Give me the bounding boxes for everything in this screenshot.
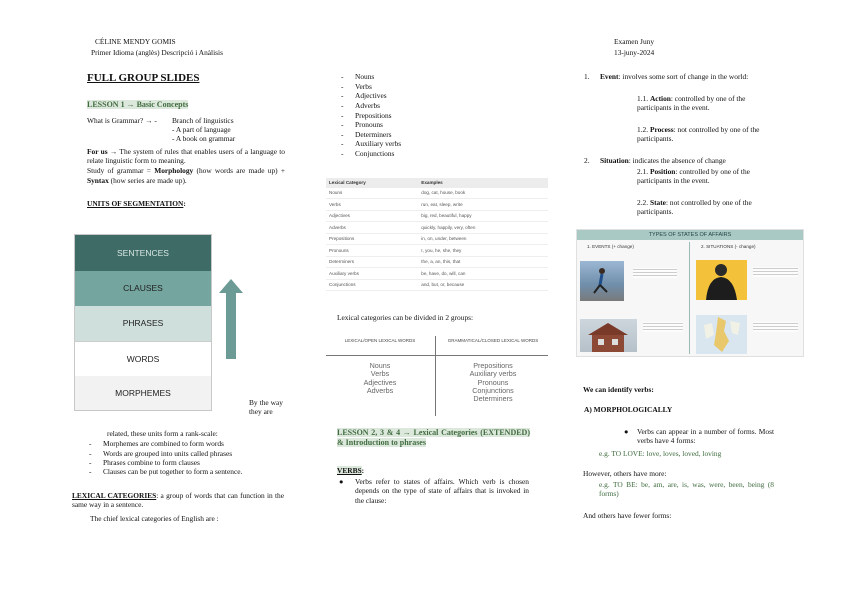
table-row <box>326 256 548 268</box>
forms-paragraph <box>624 427 774 446</box>
table-cell: Conjunctions <box>326 279 418 291</box>
person-figure-icon <box>696 260 747 300</box>
table-cell: Verbs <box>326 199 418 211</box>
however-line: However, others have more: <box>583 469 667 478</box>
action-label: Action <box>649 94 671 103</box>
fewer-forms-line: And others have fewer forms: <box>583 511 672 520</box>
events-header: 1. EVENTS (+ change) <box>587 244 634 249</box>
process-label: Process <box>649 125 674 134</box>
lexical-categories-table <box>326 178 548 291</box>
lexical-categories-paragraph <box>72 491 284 510</box>
open-closed-diagram <box>326 336 548 416</box>
for-us-text: → The system of rules that enables users of a language to relate linguistic form to meaning. <box>87 146 285 165</box>
be-example: e.g. TO BE: be, am, are, is, was, were, been, being (8 forms) <box>599 480 774 499</box>
header-divider <box>326 355 548 356</box>
unit-sentences: SENTENCES <box>75 235 211 271</box>
situation-text-block <box>584 156 774 165</box>
related-line: related, these units form a rank-scale: <box>107 429 218 438</box>
table-row <box>326 222 548 234</box>
table-cell: Pronouns <box>326 245 418 257</box>
rank-scale-section <box>87 429 285 476</box>
for-us-label: For us <box>87 146 108 156</box>
table-header: Lexical Category <box>326 178 418 188</box>
action-number: 1.1. <box>637 94 649 103</box>
unit-morphemes: MORPHEMES <box>75 376 211 410</box>
exam-date: 13-juny-2024 <box>614 48 655 57</box>
person-caption-lines <box>753 267 798 277</box>
table-cell: and, but, or, because <box>418 279 548 291</box>
person-photo <box>696 260 747 300</box>
states-banner: TYPES OF STATES OF AFFAIRS <box>577 230 803 240</box>
runner-figure-icon <box>580 261 624 301</box>
list-item: Prepositions <box>473 361 513 370</box>
verbs-label: VERBS <box>337 466 362 475</box>
list-item: Verbs <box>370 369 390 379</box>
table-cell: Auxiliary verbs <box>326 268 418 280</box>
chief-categories-line: The chief lexical categories of English are : <box>90 514 219 523</box>
open-words-list <box>326 362 434 395</box>
event-label: Event <box>600 72 619 81</box>
lesson-1-text: LESSON 1 → Basic Concepts <box>87 99 189 109</box>
unit-words: WORDS <box>75 341 211 378</box>
runner-photo <box>580 261 624 301</box>
units-title: UNITS OF SEGMENTATION <box>87 198 184 208</box>
process-text: : not controlled by one of the participants. <box>637 125 760 144</box>
closed-words-header: GRAMMATICAL/CLOSED LEXICAL WORDS <box>447 338 539 343</box>
house-caption-lines <box>643 322 683 332</box>
unit-clauses: CLAUSES <box>75 271 211 306</box>
morphology-term: Morphology <box>154 166 194 176</box>
list-item: - Words are grouped into units called phrases <box>87 449 285 458</box>
house-icon <box>580 319 637 352</box>
table-row <box>326 268 548 280</box>
table-cell: Adverbs <box>326 222 418 234</box>
verbs-heading: VERBS: <box>337 466 365 475</box>
lexical-table-image <box>326 178 548 291</box>
situation-label: Situation <box>600 156 629 165</box>
lexical-categories-text: : a group of words that can function in the same way in a sentence. <box>72 491 284 510</box>
closed-words-list <box>438 362 548 403</box>
list-item: Conjunctions <box>472 385 514 395</box>
event-text-block <box>584 72 774 81</box>
units-diagram <box>74 234 212 411</box>
map-caption-lines <box>753 322 798 332</box>
grammar-question <box>87 116 285 144</box>
syntax-term: Syntax <box>87 175 109 185</box>
grammar-def-2: - A part of language <box>172 124 231 134</box>
study-mid: (how words are made up) + <box>193 166 286 176</box>
table-cell: Nouns <box>326 188 418 199</box>
event-text: : involves some sort of change in the world: <box>618 72 749 81</box>
unit-phrases: PHRASES <box>75 306 211 341</box>
units-heading: UNITS OF SEGMENTATION: <box>87 198 186 208</box>
house-photo <box>580 319 637 352</box>
table-cell: Determiners <box>326 256 418 268</box>
list-item: - Phrases combine to form clauses <box>87 458 285 467</box>
table-row <box>326 199 548 211</box>
table-cell: big, red, beautiful, happy <box>418 210 548 222</box>
position-text: : controlled by one of the participants in the event. <box>637 167 750 186</box>
list-item: - Nouns <box>339 72 539 82</box>
event-item <box>584 72 774 81</box>
slide-divider <box>689 242 690 354</box>
lexical-categories-label: LEXICAL CATEGORIES <box>72 491 157 500</box>
author-name: CÉLINE MENDY GOMIS <box>95 37 176 46</box>
table-cell: Adjectives <box>326 210 418 222</box>
rank-scale-list <box>87 439 285 476</box>
list-item: - Auxiliary verbs <box>339 139 539 149</box>
process-item <box>637 125 774 144</box>
table-cell: I, you, he, she, they <box>418 245 548 257</box>
list-item: Pronouns <box>477 377 509 387</box>
study-suffix: (how series are made up). <box>108 175 187 185</box>
study-paragraph <box>87 166 285 185</box>
exam-label: Examen Juny <box>614 37 655 46</box>
situation-item <box>584 156 774 165</box>
list-item: - Pronouns <box>339 120 539 130</box>
table-header-row <box>326 178 548 188</box>
lesson-1-heading <box>87 100 285 110</box>
table-row <box>326 233 548 245</box>
table-cell: be, have, do, will, can <box>418 268 548 280</box>
list-item: - Determiners <box>339 130 539 140</box>
runner-caption-lines <box>633 268 677 278</box>
table-cell: quickly, happily, very, often <box>418 222 548 234</box>
verbs-text: Verbs refer to states of affairs. Which verb is chosen depends on the type of state of affairs that is invoked in the clause: <box>355 477 529 505</box>
list-item: - Morphemes are combined to form words <box>87 439 285 448</box>
by-the-way-text: By the way they are <box>249 398 283 417</box>
list-item: - Adjectives <box>339 91 539 101</box>
position-item <box>637 167 774 186</box>
table-cell: Prepositions <box>326 233 418 245</box>
list-item: - Prepositions <box>339 111 539 121</box>
morphologically-heading: A) MORPHOLOGICALLY <box>584 405 673 414</box>
states-of-affairs-slide <box>576 229 804 357</box>
table-row <box>326 210 548 222</box>
open-words-header: LEXICAL/OPEN LEXICAL WORDS <box>344 338 416 343</box>
bullet-icon: ● <box>339 477 344 486</box>
list-item: - Clauses can be put together to form a sentence. <box>87 467 285 476</box>
list-item: Adjectives <box>363 377 397 387</box>
forms-text: Verbs can appear in a number of forms. Most verbs have 4 forms: <box>637 427 774 446</box>
process-number: 1.2. <box>637 125 649 134</box>
list-item: Nouns <box>369 361 391 370</box>
list-item: Auxiliary verbs <box>469 369 517 379</box>
position-label: Position <box>649 167 676 176</box>
situation-text: : indicates the absence of change <box>628 156 726 165</box>
love-example: e.g. TO LOVE: love, loves, loved, loving <box>599 449 722 458</box>
state-item <box>637 198 774 217</box>
table-header: Examples <box>418 178 548 188</box>
table-row <box>326 279 548 291</box>
state-number: 2.2. <box>637 198 649 207</box>
identify-verbs-line: We can identify verbs: <box>583 385 654 394</box>
action-item <box>637 94 774 113</box>
lesson-234-text: LESSON 2, 3 & 4 → Lexical Categories (EXTENDED) & Introduction to phrases <box>337 428 530 447</box>
groups-line: Lexical categories can be divided in 2 groups: <box>337 313 474 322</box>
table-row <box>326 188 548 199</box>
bullet-icon: ● <box>624 427 629 436</box>
table-cell: the, a, an, this, that <box>418 256 548 268</box>
lesson-234-heading <box>337 428 530 448</box>
situation-number: 2. <box>584 156 590 165</box>
verbs-paragraph <box>339 477 529 505</box>
for-us-paragraph <box>87 147 285 166</box>
state-text: : not controlled by one of the participants. <box>637 198 752 217</box>
page-title: FULL GROUP SLIDES <box>87 72 200 84</box>
categories-list <box>339 72 539 159</box>
grammar-question-text: What is Grammar? → - <box>87 115 157 125</box>
table-cell: run, eat, sleep, write <box>418 199 548 211</box>
state-label: State <box>649 198 666 207</box>
list-item: - Verbs <box>339 82 539 92</box>
grammar-def-1: Branch of linguistics <box>172 115 234 125</box>
study-prefix: Study of grammar = <box>87 166 155 176</box>
position-number: 2.1. <box>637 167 649 176</box>
situations-header: 2. SITUATIONS (- change) <box>701 244 756 249</box>
action-text: : controlled by one of the participants in the event. <box>637 94 746 113</box>
column-divider <box>435 336 436 416</box>
course-name: Primer Idioma (anglès) Descripció i Anàlisis <box>91 48 223 57</box>
rank-up-arrow-icon <box>219 279 243 359</box>
table-row <box>326 245 548 257</box>
list-item: - Adverbs <box>339 101 539 111</box>
map-photo <box>696 315 747 354</box>
table-cell: dog, cat, house, book <box>418 188 548 199</box>
event-number: 1. <box>584 72 590 81</box>
list-item: Adverbs <box>366 385 394 395</box>
column-1 <box>87 70 285 208</box>
table-cell: in, on, under, between <box>418 233 548 245</box>
list-item: Determiners <box>473 394 513 404</box>
grammar-def-3: - A book on grammar <box>172 133 236 143</box>
list-item: - Conjunctions <box>339 149 539 159</box>
map-icon <box>696 315 747 354</box>
